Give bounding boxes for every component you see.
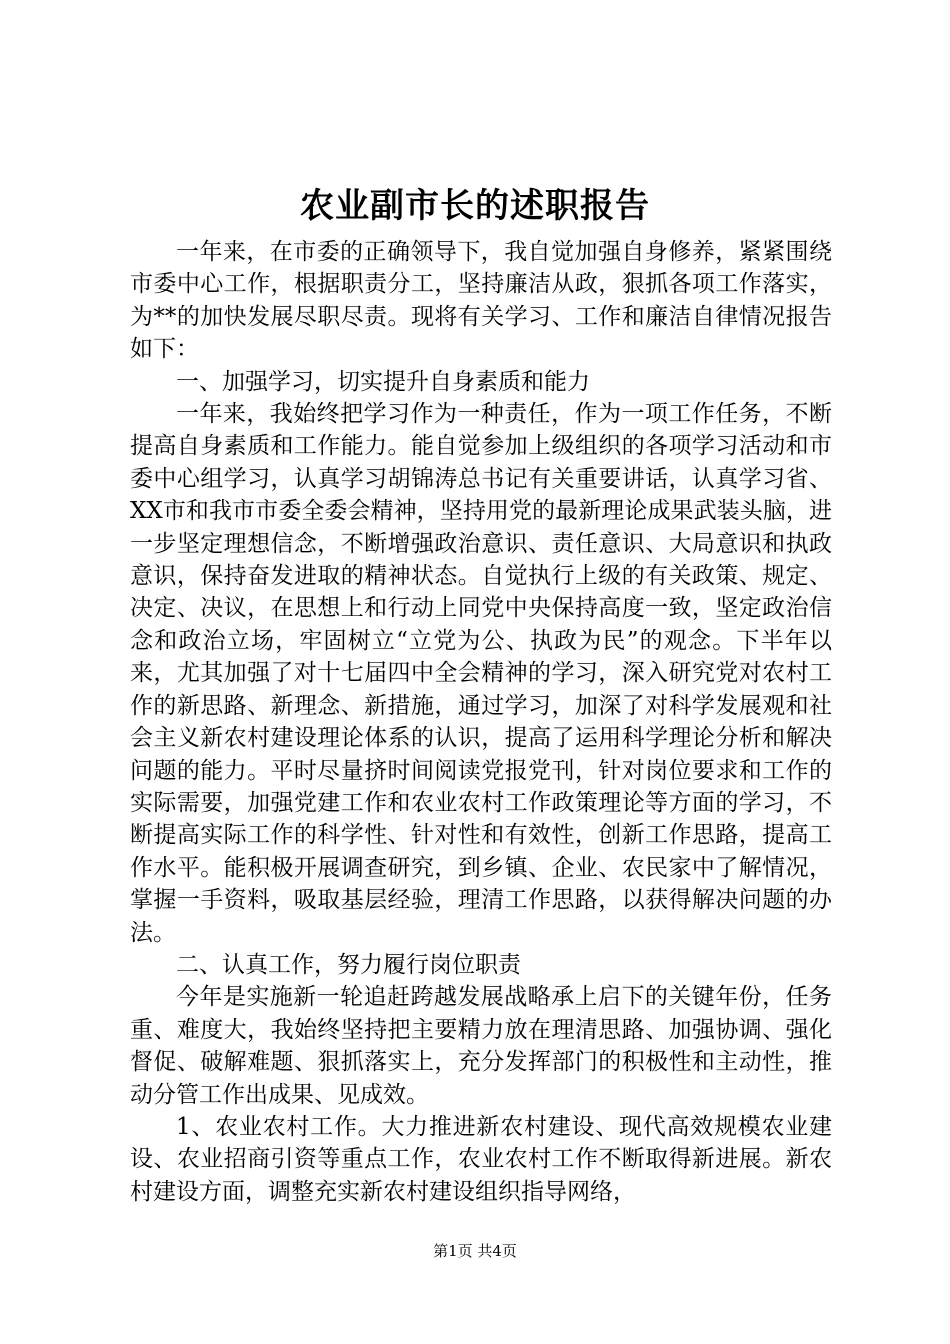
- section-heading-2: 二、认真工作，努力履行岗位职责: [176, 951, 521, 978]
- document-body: [130, 236, 832, 1208]
- paragraph-agriculture: 1、农业农村工作。大力推进新农村建设、现代高效规模农业建设、农业招商引资等重点工作，农业农村工作不断取得新进展。新农村建设方面，调整充实新农村建设组织指导网络，: [130, 1113, 832, 1205]
- paragraph-intro: 一年来，在市委的正确领导下，我自觉加强自身修养，紧紧围绕市委中心工作，根据职责分工，坚持廉洁从政，狠抓各项工作落实，为**的加快发展尽职尽责。现将有关学习、工作和廉洁自律情况报告如下：: [130, 239, 832, 363]
- section-heading-1: 一、加强学习，切实提升自身素质和能力: [176, 368, 590, 395]
- paragraph-study: 一年来，我始终把学习作为一种责任，作为一项工作任务，不断提高自身素质和工作能力。能自觉参加上级组织的各项学习活动和市委中心组学习，认真学习胡锦涛总书记有关重要讲话，认真学习省、XX市和我市市委全委会精神，坚持用党的最新理论成果武装头脑，进一步坚定理想信念，不断增强政治意识、责任意识、大局意识和执政意识，保持奋发进取的精神状态。自觉执行上级的有关政策、规定、决定、决议，在思想上和行动上同党中央保持高度一致，坚定政治信念和政治立场，牢固树立“立党为公、执政为民”的观念。下半年以来，尤其加强了对十七届四中全会精神的学习，深入研究党对农村工作的新思路、新理念、新措施，通过学习，加深了对科学发展观和社会主义新农村建设理论体系的认识，提高了运用科学理论分析和解决问题的能力。平时尽量挤时间阅读党报党刊，针对岗位要求和工作的实际需要，加强党建工作和农业农村工作政策理论等方面的学习，不断提高实际工作的科学性、针对性和有效性，创新工作思路，提高工作水平。能积极开展调查研究，到乡镇、企业、农民家中了解情况，掌握一手资料，吸取基层经验，理清工作思路，以获得解决问题的办法。: [130, 401, 832, 946]
- document-title: 农业副市长的述职报告: [300, 186, 650, 226]
- page-footer: 第1页 共4页: [433, 1242, 517, 1260]
- paragraph-work: 今年是实施新一轮追赶跨越发展战略承上启下的关键年份，任务重、难度大，我始终坚持把主要精力放在理清思路、加强协调、强化督促、破解难题、狠抓落实上，充分发挥部门的积极性和主动性，推动分管工作出成果、见成效。: [130, 984, 832, 1108]
